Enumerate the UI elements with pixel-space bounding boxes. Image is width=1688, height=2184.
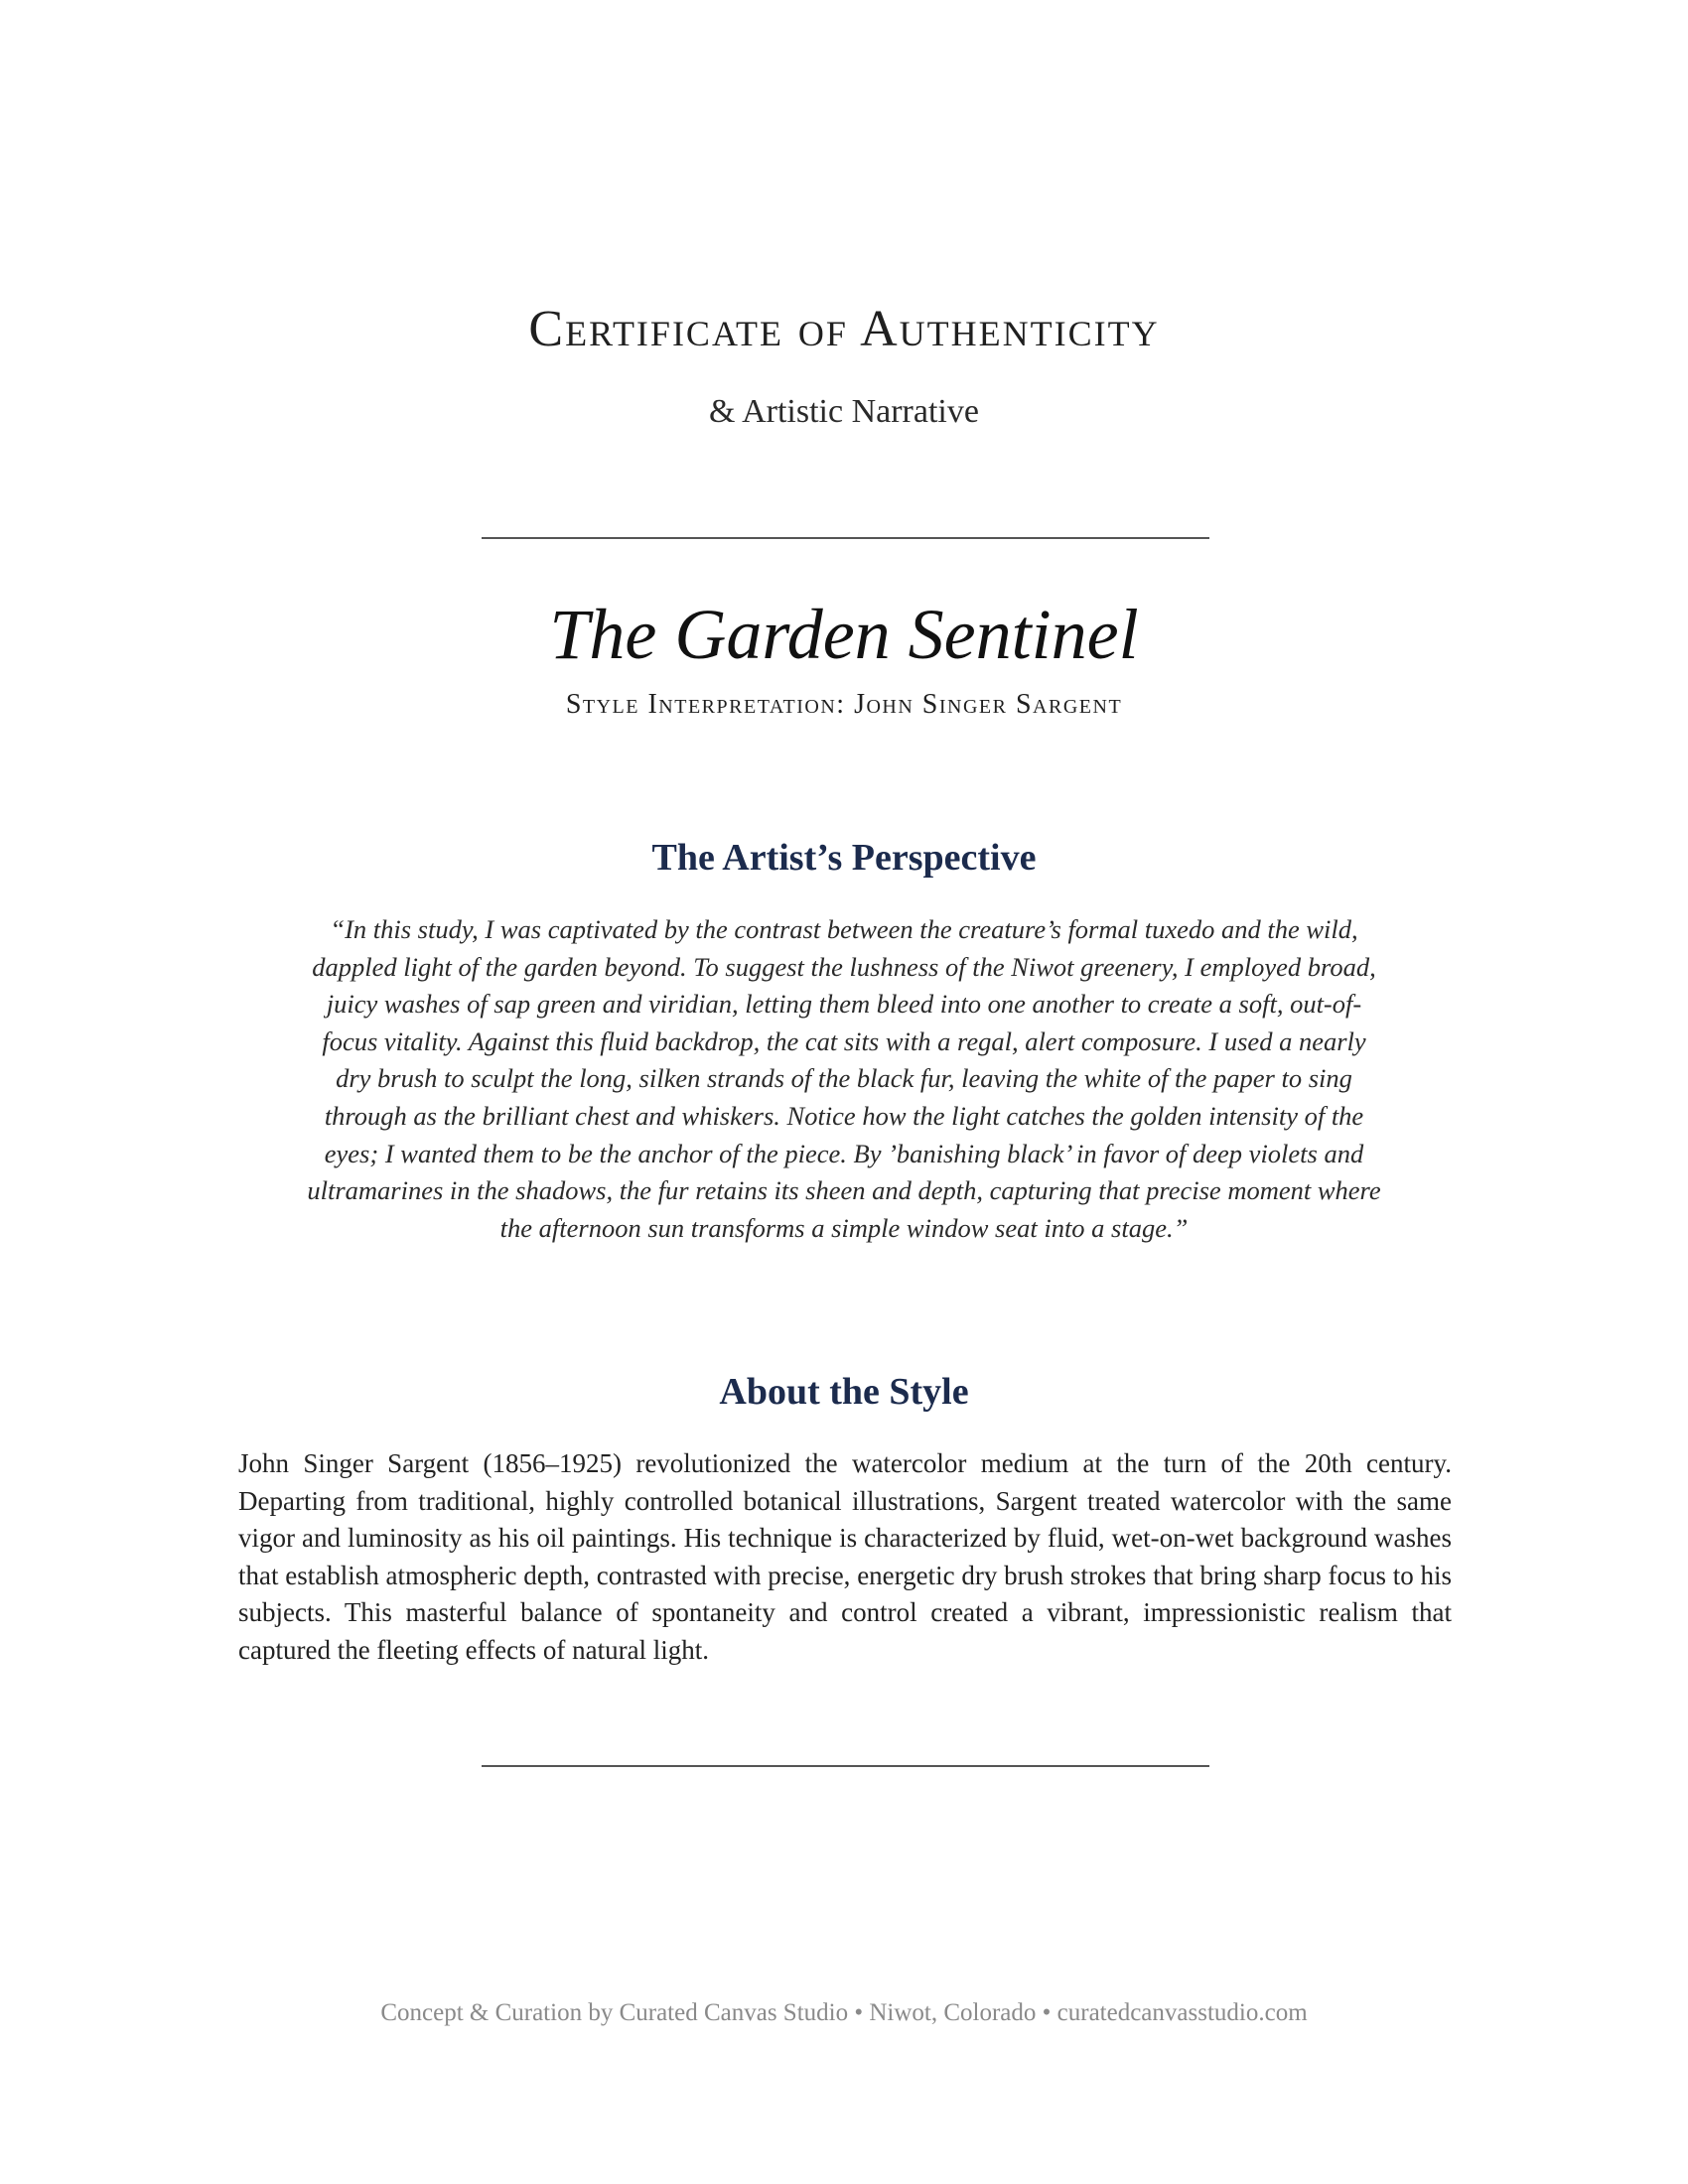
artist-perspective-heading: The Artist’s Perspective — [651, 837, 1037, 879]
certificate-subtitle: & Artistic Narrative — [709, 393, 979, 430]
artist-quote: “In this study, I was captivated by the contrast between the creature’s formal tuxedo and the wild, dappled light of the garden beyond. To suggest the lushness of the Niwot greenery, I employed broad, juicy washes of sap green and viridian, letting them bleed into one another to create a soft, out-of-focus vitality. Against this fluid backdrop, the cat sits with a regal, alert composure. I used a nearly dry brush to sculpt the long, silken strands of the black fur, leaving the white of the paper to sing through as the brilliant chest and whiskers. Notice how the light catches the golden intensity of the eyes; I wanted them to be the anchor of the piece. By ’banishing black’ in favor of deep violets and ultramarines in the shadows, the fur retains its sheen and depth, capturing that precise moment where the afternoon sun transforms a simple window seat into a stage.” — [307, 914, 1381, 1243]
style-interpretation: Style Interpretation: John Singer Sargent — [565, 689, 1123, 720]
footer-credit: Concept & Curation by Curated Canvas Studio • Niwot, Colorado • curatedcanvasstudio.com — [380, 1999, 1308, 2026]
top-divider — [482, 537, 1209, 539]
certificate-title: Certificate of Authenticity — [528, 301, 1160, 357]
artwork-title: The Garden Sentinel — [549, 595, 1139, 674]
about-style-body: John Singer Sargent (1856–1925) revolutionized the watercolor medium at the turn of the 20th century. Departing from traditional, highly controlled botanical illustrations, Sargent treated watercolor with the same vigor and luminosity as his oil paintings. His technique is characterized by fluid, wet-on-wet background washes that establish atmospheric depth, contrasted with precise, energetic dry brush strokes that bring sharp focus to his subjects. This masterful balance of spontaneity and control created a vibrant, impressionistic realism that captured the fleeting effects of natural light. — [238, 1448, 1452, 1665]
about-style-heading: About the Style — [719, 1371, 969, 1413]
bottom-divider — [482, 1765, 1209, 1767]
